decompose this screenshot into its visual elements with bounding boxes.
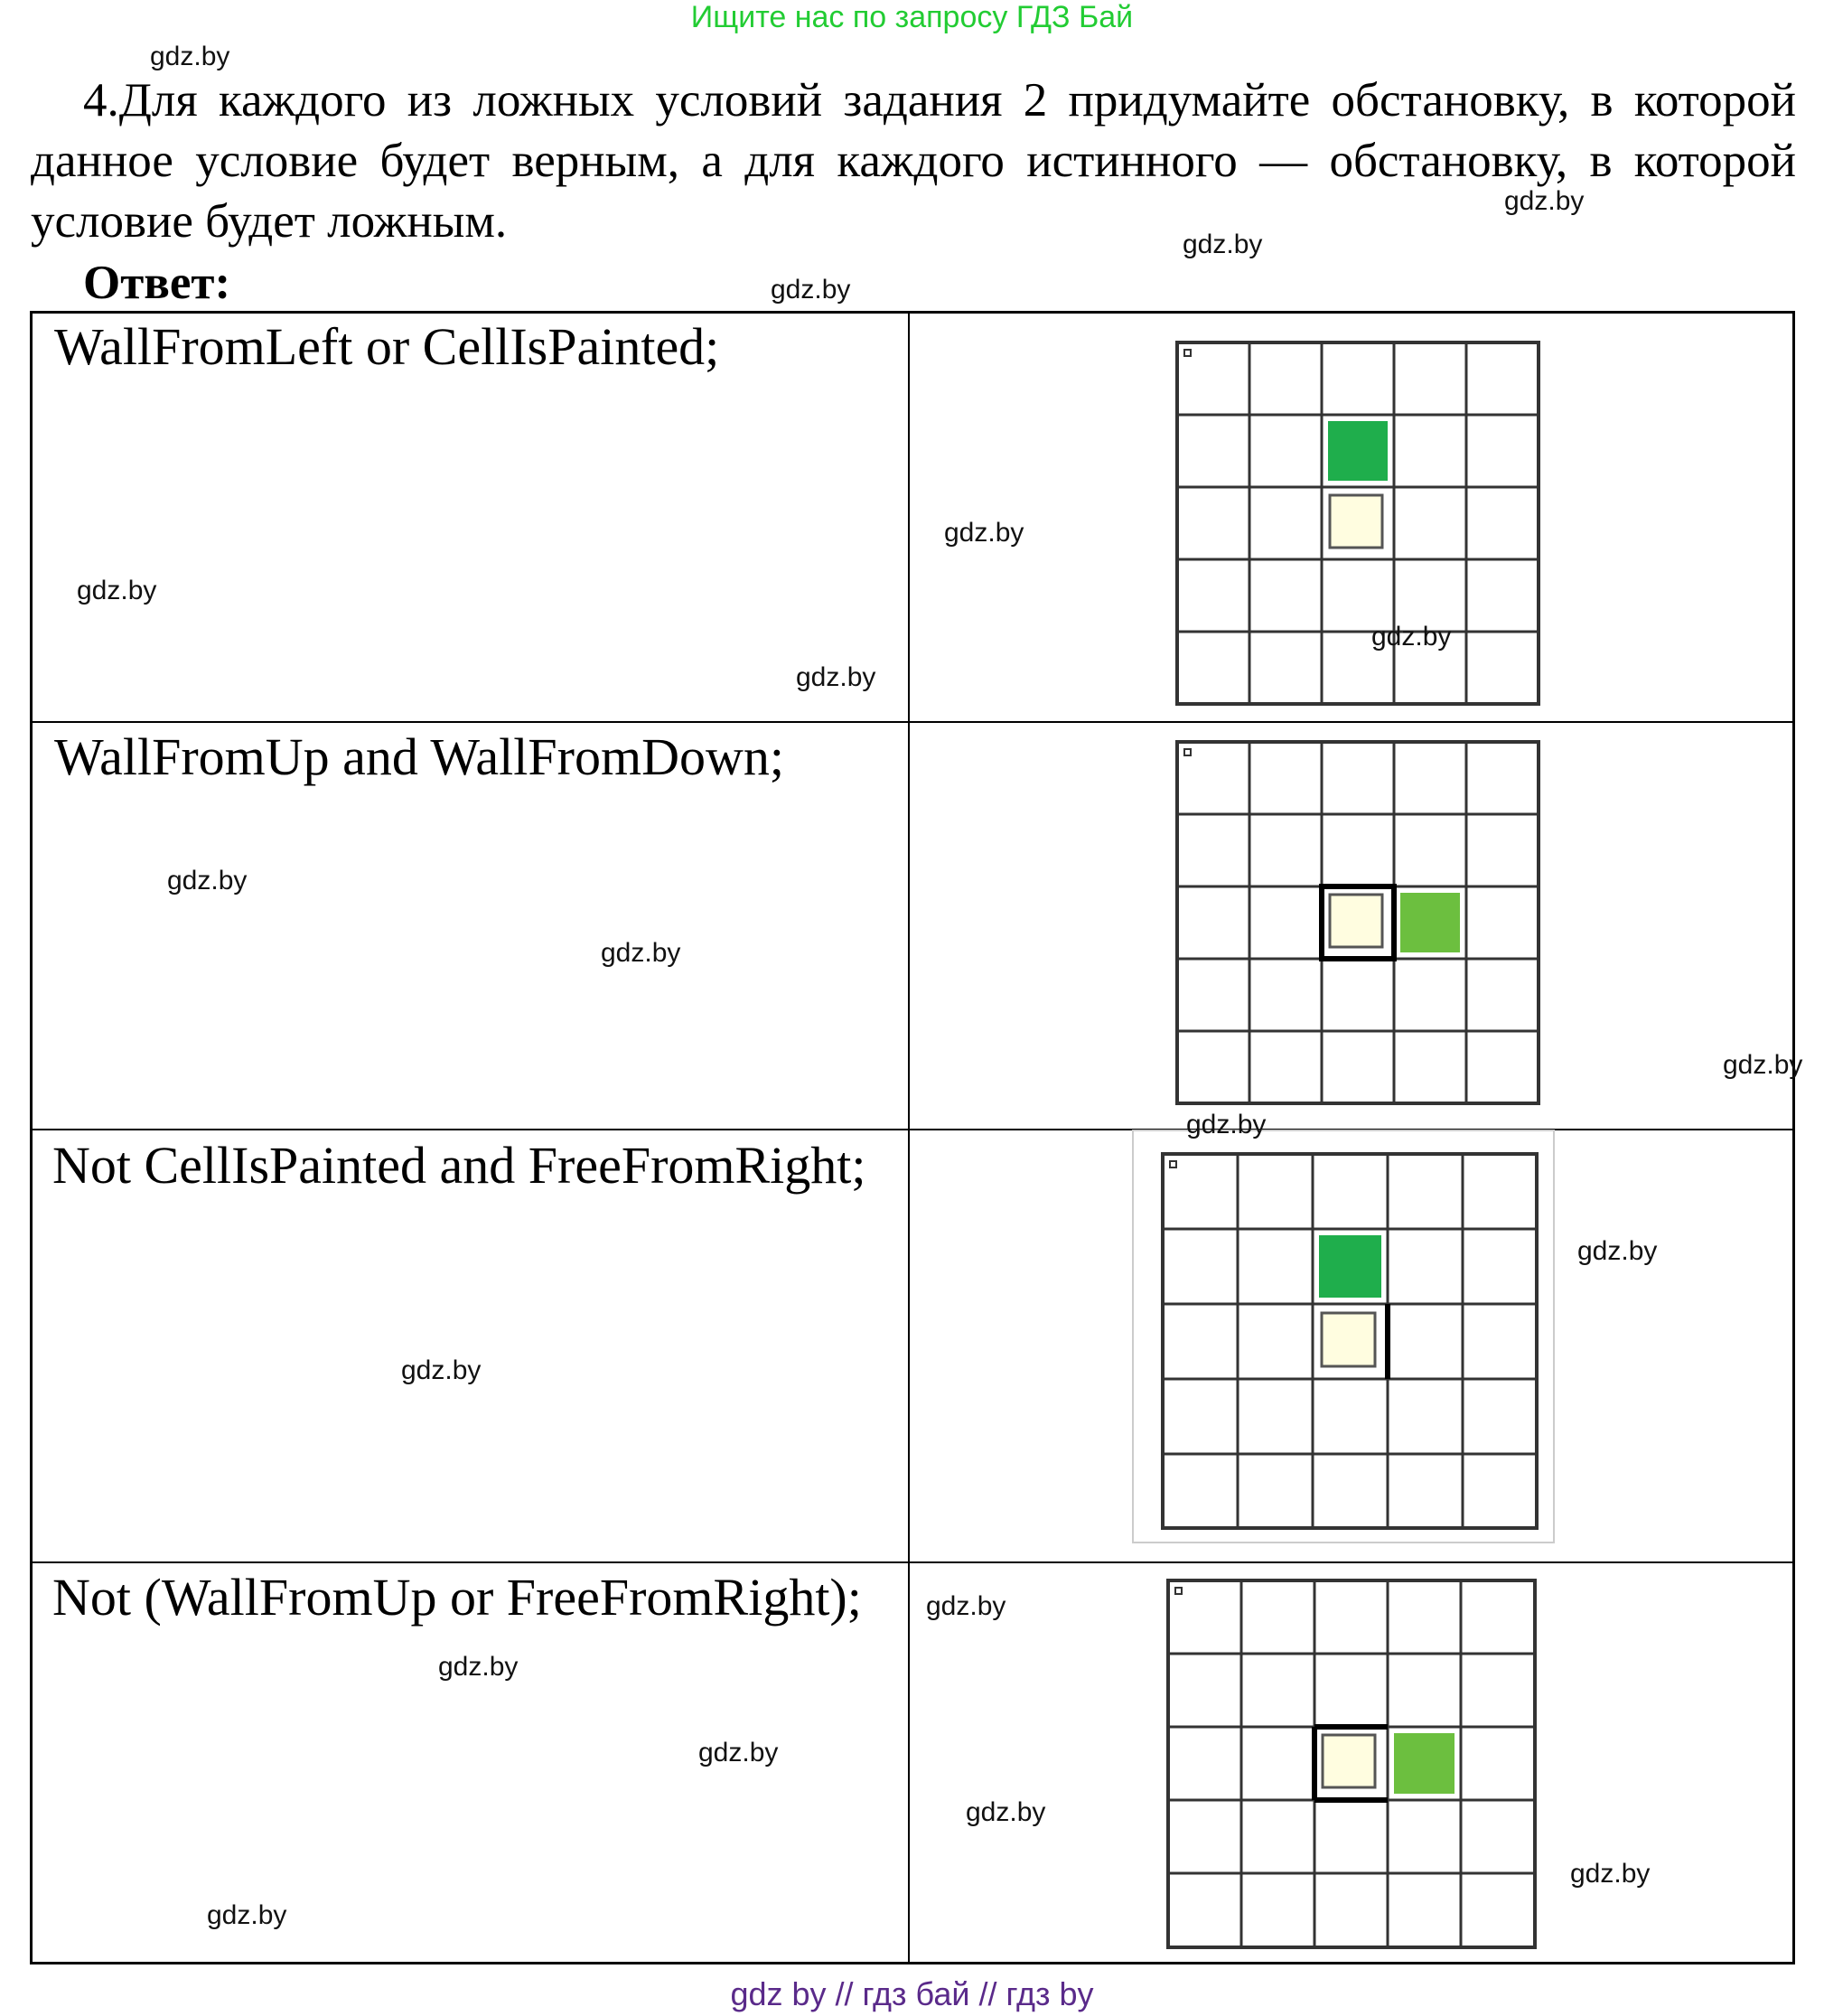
watermark: gdz.by [1577,1236,1658,1266]
watermark: gdz.by [966,1797,1046,1827]
watermark: gdz.by [1183,230,1263,259]
task-text: 4.Для каждого из ложных условий задания 2 придумайте обстановку, в которой данное условие будет верным, а для каждого истинного — обстановку, в которой условие будет ложным. [31,74,1796,248]
robot-field-1 [1174,340,1541,707]
condition-row-2: WallFromUp and WallFromDown; [54,727,784,786]
robot-field-2 [1174,739,1541,1106]
table-column-divider [908,311,910,1964]
watermark: gdz.by [1371,622,1452,652]
condition-row-3: Not CellIsPainted and FreeFromRight; [52,1136,866,1195]
watermark: gdz.by [77,576,157,605]
footer-watermark: gdz by // гдз бай // гдз by [730,1975,1094,2012]
condition-row-1: WallFromLeft or CellIsPainted; [54,317,720,376]
watermark: gdz.by [944,518,1024,548]
table-row-divider [30,721,1795,723]
watermark: gdz.by [167,866,248,895]
watermark: gdz.by [601,938,681,968]
table-row-divider [30,1561,1795,1563]
robot-field-3 [1132,1130,1557,1545]
watermark: gdz.by [1570,1859,1651,1889]
answer-label: Ответ: [83,257,231,309]
watermark: gdz.by [438,1652,519,1682]
watermark: gdz.by [207,1900,287,1930]
watermark: gdz.by [1504,186,1585,216]
search-banner: Ищите нас по запросу ГДЗ Бай [690,0,1134,34]
robot-field-4 [1165,1578,1538,1950]
watermark: gdz.by [796,662,876,692]
watermark: gdz.by [698,1738,779,1768]
watermark: gdz.by [1723,1050,1803,1080]
watermark: gdz.by [771,275,851,305]
watermark: gdz.by [150,42,230,71]
watermark: gdz.by [401,1355,482,1385]
watermark: gdz.by [926,1591,1006,1621]
condition-row-4: Not (WallFromUp or FreeFromRight); [52,1568,862,1627]
watermark: gdz.by [1186,1110,1267,1139]
